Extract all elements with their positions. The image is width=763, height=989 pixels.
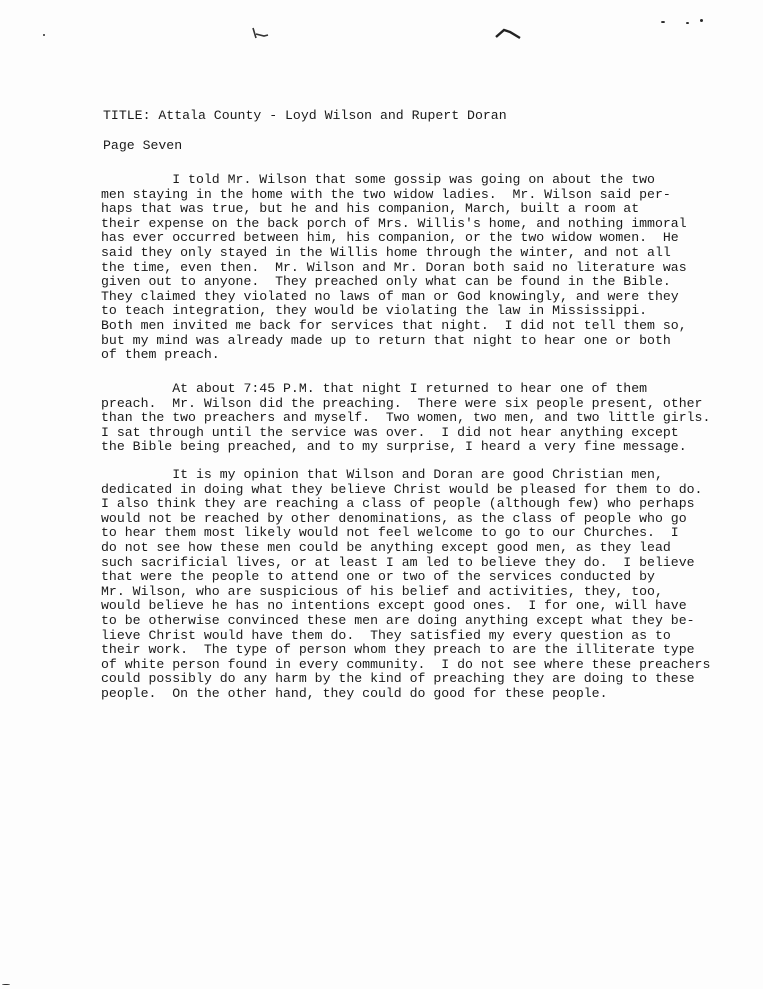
text-line: I told Mr. Wilson that some gossip was going on about the two bbox=[101, 172, 655, 187]
scan-speck bbox=[661, 21, 665, 23]
scan-speck bbox=[700, 19, 703, 22]
text-line: It is my opinion that Wilson and Doran are good Christian men, bbox=[101, 467, 663, 482]
text-line: do not see how these men could be anything except good men, as they lead bbox=[101, 539, 671, 555]
text-line: They claimed they violated no laws of man or God knowingly, and were they bbox=[101, 288, 679, 304]
text-line: to teach integration, they would be violating the law in Mississippi. bbox=[101, 303, 648, 319]
paragraph-3 bbox=[101, 467, 711, 702]
text-line: lieve Christ would have them do. They satisfied my every question as to bbox=[101, 627, 671, 643]
text-line: preach. Mr. Wilson did the preaching. There were six people present, other bbox=[101, 395, 703, 411]
text-line: would not be reached by other denominations, as the class of people who go bbox=[101, 510, 687, 526]
text-line: said they only stayed in the Willis home through the winter, and not all bbox=[101, 244, 671, 260]
text-line: At about 7:45 P.M. that night I returned to hear one of them bbox=[101, 381, 648, 396]
scan-speck bbox=[2, 984, 10, 985]
text-line: their work. The type of person whom they preach to are the illiterate type bbox=[101, 642, 695, 658]
text-line: their expense on the back porch of Mrs. Willis's home, and nothing immoral bbox=[101, 215, 687, 231]
text-line: to hear them most likely would not feel welcome to go to our Churches. I bbox=[101, 525, 679, 541]
text-line: Both men invited me back for services that night. I did not tell them so, bbox=[101, 317, 687, 333]
text-line: could possibly do any harm by the kind of preaching they are doing to these bbox=[101, 671, 695, 687]
text-line: men staying in the home with the two widow ladies. Mr. Wilson said per- bbox=[101, 186, 671, 202]
page-number-label: Page Seven bbox=[103, 138, 183, 153]
text-line: that were the people to attend one or two of the services conducted by bbox=[101, 569, 655, 585]
text-line: Mr. Wilson, who are suspicious of his belief and activities, they, too, bbox=[101, 583, 663, 599]
scan-speck bbox=[43, 34, 45, 36]
text-line: than the two preachers and myself. Two women, two men, and two little girls. bbox=[101, 410, 711, 426]
text-line: the Bible being preached, and to my surprise, I heard a very fine message. bbox=[101, 439, 687, 455]
paragraph-2 bbox=[101, 381, 711, 455]
text-line: would believe he has no intentions except good ones. I for one, will have bbox=[101, 598, 687, 614]
text-line: haps that was true, but he and his companion, March, built a room at bbox=[101, 201, 640, 217]
scan-mark-center bbox=[494, 26, 522, 40]
text-line: such sacrificial lives, or at least I am led to believe they do. I believe bbox=[101, 554, 695, 570]
text-line: the time, even then. Mr. Wilson and Mr. Doran both said no literature was bbox=[101, 259, 687, 275]
text-line: of them preach. bbox=[101, 347, 220, 363]
paragraph-1 bbox=[101, 172, 687, 363]
scan-speck bbox=[686, 22, 689, 24]
text-line: of white person found in every community. I do not see where these preachers bbox=[101, 656, 711, 672]
text-line: I sat through until the service was over. I did not hear anything except bbox=[101, 424, 679, 440]
text-line: dedicated in doing what they believe Christ would be pleased for them to do. bbox=[101, 481, 703, 497]
text-line: to be otherwise convinced these men are doing anything except what they be- bbox=[101, 612, 695, 628]
scan-mark-left bbox=[250, 26, 272, 40]
text-line: given out to anyone. They preached only what can be found in the Bible. bbox=[101, 274, 671, 290]
text-line: but my mind was already made up to return that night to hear one or both bbox=[101, 332, 671, 348]
text-line: has ever occurred between him, his companion, or the two widow women. He bbox=[101, 230, 679, 246]
text-line: people. On the other hand, they could do good for these people. bbox=[101, 685, 608, 701]
text-line: I also think they are reaching a class of people (although few) who perhaps bbox=[101, 496, 695, 512]
document-title: TITLE: Attala County - Loyd Wilson and Rupert Doran bbox=[103, 108, 507, 123]
